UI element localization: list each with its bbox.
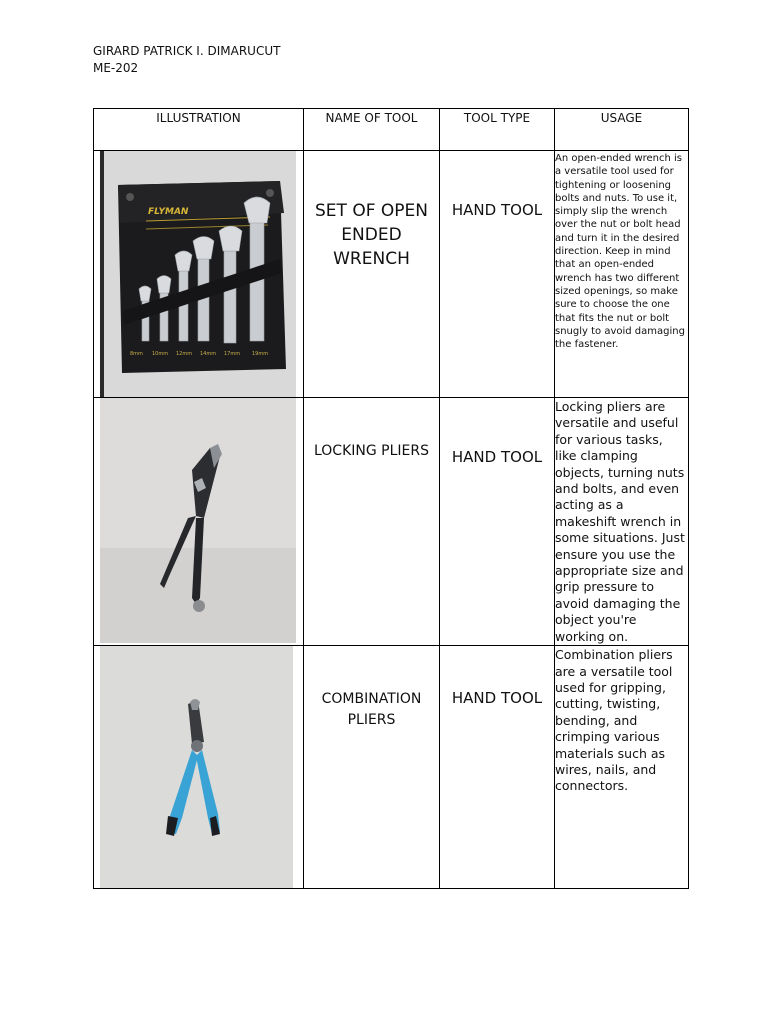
tool-name: SET OF OPEN ENDED WRENCH: [315, 201, 428, 269]
tool-type: HAND TOOL: [451, 689, 543, 708]
wrench-size-label: 8mm: [130, 351, 143, 357]
table-row: [94, 646, 689, 889]
illustration-cell: [94, 398, 304, 646]
usage-cell: [555, 151, 689, 398]
course-code: ME-202: [93, 61, 139, 75]
tool-type: HAND TOOL: [451, 448, 543, 466]
tool-name: COMBINATION PLIERS: [321, 691, 422, 729]
tool-name-cell: [304, 398, 440, 646]
document-header: [93, 43, 280, 77]
tool-type-cell: [440, 151, 555, 398]
tool-usage: Locking pliers are versatile and useful for various tasks, like clamping objects, turning nuts and bolts, and even acting as a makeshift wrench in some situations. Just ensure you use the appropriate size and grip pressure to avoid damaging the object you're working on.: [555, 399, 685, 644]
tools-table: [93, 108, 689, 889]
tool-usage: An open-ended wrench is a versatile tool used for tightening or loosening bolts and nuts. To use it, simply slip the wrench over the nut or bolt head and turn it in the desired direction. Keep in mind that an open-ended wrench has two different sized openings, so make sure to choose the one that fits the nut or bolt snugly to avoid damaging the fastener.: [555, 153, 685, 351]
table-row: [94, 398, 689, 646]
table-header-row: [94, 109, 689, 151]
pouch-brand: FLYMAN: [148, 207, 189, 217]
wrench-size-label: 14mm: [200, 351, 217, 357]
column-header-illustration: ILLUSTRATION: [94, 109, 304, 151]
locking-pliers-photo: [100, 398, 296, 643]
wrench-size-label: 17mm: [224, 351, 241, 357]
tool-name-cell: [304, 151, 440, 398]
author-name: GIRARD PATRICK I. DIMARUCUT: [93, 44, 281, 58]
usage-cell: [555, 646, 689, 889]
tool-type-cell: [440, 646, 555, 889]
tool-name-cell: [304, 646, 440, 889]
column-header-type: TOOL TYPE: [440, 109, 555, 151]
tool-name: LOCKING PLIERS: [313, 443, 429, 459]
illustration-cell: [94, 151, 304, 398]
tool-type-cell: [440, 398, 555, 646]
combination-pliers-photo: [100, 646, 293, 888]
illustration-cell: [94, 646, 304, 889]
wrench-set-photo: [100, 151, 296, 397]
wrench-size-label: 19mm: [252, 351, 269, 357]
wrench-size-label: 12mm: [176, 351, 193, 357]
usage-cell: [555, 398, 689, 646]
table-row: [94, 151, 689, 398]
column-header-name: NAME OF TOOL: [304, 109, 440, 151]
tool-usage: Combination pliers are a versatile tool used for gripping, cutting, twisting, bending, and crimping various materials such as wires, nails, and connectors.: [555, 647, 673, 794]
wrench-size-label: 10mm: [152, 351, 169, 357]
column-header-usage: USAGE: [555, 109, 689, 151]
tool-type: HAND TOOL: [451, 201, 543, 219]
